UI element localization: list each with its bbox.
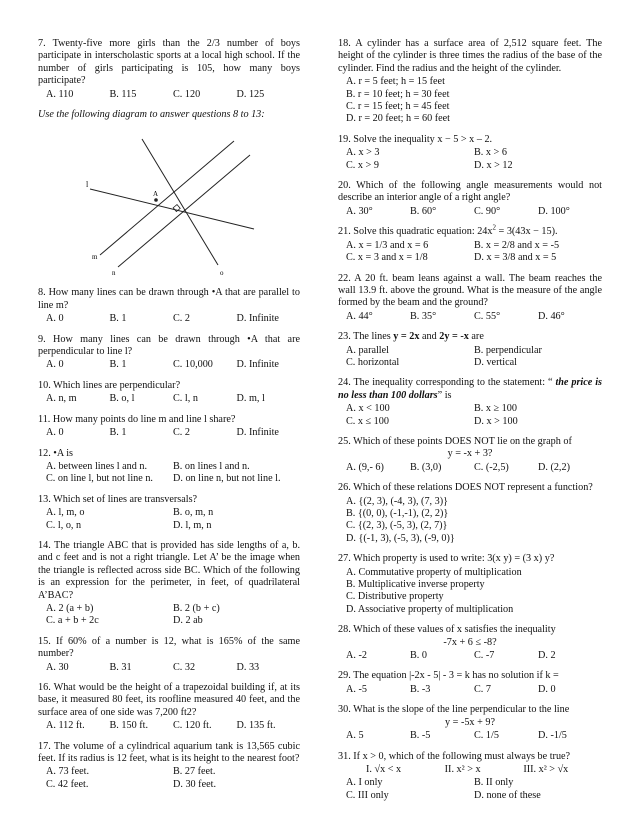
question-20 bbox=[338, 180, 602, 218]
option-b[interactable]: B. -5 bbox=[410, 730, 431, 742]
option-d[interactable]: D. 46° bbox=[538, 310, 565, 322]
option-c[interactable]: C. 55° bbox=[474, 310, 501, 322]
option-b[interactable]: B. x > 6 bbox=[474, 147, 507, 159]
option-d[interactable]: D. 100° bbox=[538, 205, 570, 217]
question-13 bbox=[38, 494, 300, 532]
option-d[interactable]: D. on line n, but not line l. bbox=[173, 473, 281, 485]
option-b[interactable]: B. {(0, 0), (-1,-1), (2, 2)} bbox=[346, 508, 449, 519]
question-17 bbox=[38, 741, 300, 792]
question-stem: 18. A cylinder has a surface area of 2,512 square feet. The height of the cylinder is three times the radius of the base of the cylinder. Find the radius and the height of the cylinder. bbox=[338, 38, 602, 74]
option-b[interactable]: B. o, m, n bbox=[173, 507, 214, 519]
option-d[interactable]: D. (2,2) bbox=[538, 461, 570, 473]
option-d[interactable]: D. vertical bbox=[474, 356, 517, 368]
question-stem: 13. Which set of lines are transversals? bbox=[38, 493, 198, 505]
question-stem: 28. Which of these values of x satisfies the inequality bbox=[338, 624, 556, 636]
stem-text: 21. Solve this quadratic equation: 24x bbox=[338, 226, 493, 238]
option-b[interactable]: B. 35° bbox=[410, 310, 437, 322]
question-stem: 31. If x > 0, which of the following must always be true? bbox=[338, 750, 571, 762]
question-equation: -7x + 6 ≤ -8? bbox=[443, 636, 497, 648]
option-c[interactable]: C. 32 bbox=[173, 661, 196, 673]
answer-options bbox=[338, 567, 602, 617]
equation-1: y = 2x bbox=[393, 331, 420, 343]
option-b[interactable]: B. (3,0) bbox=[410, 461, 442, 473]
option-c[interactable]: C. x = 3 and x = 1/8 bbox=[346, 252, 428, 264]
option-c[interactable]: C. l, o, n bbox=[46, 519, 82, 531]
option-c[interactable]: C. 90° bbox=[474, 205, 501, 217]
option-d[interactable]: D. 2 bbox=[538, 650, 556, 662]
option-a[interactable]: A. 0 bbox=[46, 359, 64, 371]
question-stem: 11. How many points do line m and line l share? bbox=[38, 413, 236, 425]
exponent: 2 bbox=[492, 223, 496, 232]
option-b[interactable]: B. 1 bbox=[109, 427, 127, 439]
question-26 bbox=[338, 482, 602, 545]
option-c[interactable]: C. Distributive property bbox=[346, 591, 444, 603]
question-10 bbox=[38, 380, 300, 406]
option-a[interactable]: A. x < 100 bbox=[346, 403, 390, 415]
question-11 bbox=[38, 414, 300, 440]
option-c[interactable]: C. 120 ft. bbox=[173, 720, 212, 732]
question-equation: y = -5x + 9? bbox=[445, 716, 495, 728]
option-a[interactable]: A. 30 bbox=[46, 661, 69, 673]
answer-options bbox=[338, 650, 602, 662]
stem-text: are bbox=[468, 331, 484, 343]
option-b[interactable]: B. 150 ft. bbox=[109, 720, 148, 732]
question-stem: 15. If 60% of a number is 12, what is 165% of the same number? bbox=[38, 635, 300, 660]
option-c[interactable]: C. {(2, 3), (-5, 3), (2, 7)} bbox=[346, 520, 448, 532]
option-b[interactable]: B. 115 bbox=[109, 88, 137, 100]
option-b[interactable]: B. o, l bbox=[109, 393, 135, 405]
stem-text: 24. The inequality corresponding to the statement: “ bbox=[338, 377, 556, 389]
option-d[interactable]: D. Infinite bbox=[236, 427, 279, 439]
stem-text: and bbox=[419, 331, 440, 343]
question-stem bbox=[338, 331, 602, 343]
option-c[interactable]: C. l, n bbox=[173, 393, 198, 405]
question-stem: 19. Solve the inequality x − 5 > x – 2. bbox=[338, 133, 493, 145]
question-stem: 7. Twenty-five more girls than the 2/3 number of boys participate in interscholastic sports at a local high school. If the number of girls participating is 105, how many boys participate? bbox=[38, 38, 300, 87]
question-14 bbox=[38, 540, 300, 628]
option-d[interactable]: D. x > 100 bbox=[474, 415, 518, 427]
option-a[interactable]: A. {(2, 3), (-4, 3), (7, 3)} bbox=[346, 495, 449, 507]
option-c[interactable]: C. III only bbox=[346, 789, 389, 801]
answer-options bbox=[338, 147, 602, 172]
question-stem bbox=[338, 377, 602, 402]
question-18 bbox=[338, 38, 602, 126]
question-29 bbox=[338, 670, 602, 696]
question-stem: 30. What is the slope of the line perpendicular to the line bbox=[338, 704, 570, 716]
option-a[interactable]: A. x = 1/3 and x = 6 bbox=[346, 239, 429, 251]
option-c[interactable]: C. 1/5 bbox=[474, 730, 499, 742]
option-a[interactable]: A. between lines l and n. bbox=[46, 460, 147, 472]
question-31 bbox=[338, 751, 602, 803]
question-30 bbox=[338, 704, 602, 742]
question-16 bbox=[38, 682, 300, 733]
question-21 bbox=[338, 223, 602, 264]
answer-options bbox=[38, 313, 300, 325]
answer-options bbox=[38, 766, 300, 791]
answer-options bbox=[38, 461, 300, 486]
option-c[interactable]: C. r = 15 feet; h = 45 feet bbox=[346, 101, 450, 113]
question-27 bbox=[338, 553, 602, 616]
question-stem: 10. Which lines are perpendicular? bbox=[38, 379, 181, 391]
answer-options bbox=[338, 496, 602, 546]
question-stem: 22. A 20 ft. beam leans against a wall. The beam reaches the wall 13.9 ft. above the ground. What is the measure of the angle formed by the beam and the ground? bbox=[338, 272, 602, 309]
option-a[interactable]: A. parallel bbox=[346, 344, 389, 356]
line-l bbox=[90, 189, 254, 229]
answer-options bbox=[38, 393, 300, 405]
label-n: n bbox=[112, 269, 116, 278]
option-c[interactable]: C. x ≤ 100 bbox=[346, 415, 389, 427]
option-b[interactable]: B. Multiplicative inverse property bbox=[346, 579, 485, 591]
question-25 bbox=[338, 436, 602, 474]
answer-options bbox=[338, 345, 602, 370]
option-a[interactable]: A. r = 5 feet; h = 15 feet bbox=[346, 76, 445, 88]
option-a[interactable]: A. 2 (a + b) bbox=[46, 602, 94, 614]
option-c[interactable]: C. a + b + 2c bbox=[46, 615, 99, 627]
question-28 bbox=[338, 624, 602, 662]
statement-2: II. x² > x bbox=[444, 763, 481, 775]
option-d[interactable]: D. -1/5 bbox=[538, 730, 567, 742]
stem-text: 23. The lines bbox=[338, 331, 394, 343]
answer-options bbox=[338, 240, 602, 265]
option-d[interactable]: D. r = 20 feet; h = 60 feet bbox=[346, 113, 450, 125]
line-n bbox=[118, 155, 250, 267]
option-b[interactable]: B. perpendicular bbox=[474, 344, 542, 356]
option-c[interactable]: C. 42 feet. bbox=[46, 778, 89, 790]
question-stem bbox=[338, 223, 602, 238]
answer-options bbox=[38, 720, 300, 732]
option-a[interactable]: A. 44° bbox=[346, 310, 373, 322]
answer-options bbox=[338, 311, 602, 323]
label-m: m bbox=[92, 253, 98, 262]
diagram-intro: Use the following diagram to answer questions 8 to 13: bbox=[38, 109, 265, 121]
label-l: l bbox=[86, 180, 89, 190]
answer-options bbox=[338, 206, 602, 218]
question-15 bbox=[38, 636, 300, 674]
answer-options bbox=[338, 684, 602, 696]
question-stem: 9. How many lines can be drawn through •A that are perpendicular to line l? bbox=[38, 333, 300, 358]
option-d[interactable]: D. Infinite bbox=[236, 313, 279, 325]
option-d[interactable]: D. Infinite bbox=[236, 359, 279, 371]
option-a[interactable]: A. l, m, o bbox=[46, 507, 85, 519]
question-stem: 29. The equation |-2x - 5| - 3 = k has no solution if k = bbox=[338, 670, 559, 682]
answer-options bbox=[38, 662, 300, 674]
question-22 bbox=[338, 273, 602, 324]
option-d[interactable]: D. none of these bbox=[474, 789, 541, 801]
option-c[interactable]: C. 2 bbox=[173, 427, 190, 439]
option-a[interactable]: A. 112 ft. bbox=[46, 720, 85, 732]
answer-options bbox=[38, 359, 300, 371]
option-d[interactable]: D. m, l bbox=[236, 393, 265, 405]
stem-text: ” is bbox=[437, 389, 452, 401]
question-8 bbox=[38, 287, 300, 325]
statements bbox=[338, 764, 602, 776]
option-c[interactable]: C. 7 bbox=[474, 683, 491, 695]
answer-options bbox=[338, 462, 602, 474]
question-stem: 12. •A is bbox=[38, 447, 73, 459]
option-a[interactable]: A. 5 bbox=[346, 730, 364, 742]
label-a: A bbox=[153, 190, 159, 199]
question-stem: 25. Which of these points DOES NOT lie on the graph of bbox=[338, 435, 572, 447]
question-7 bbox=[38, 38, 300, 101]
option-a[interactable]: A. 110 bbox=[46, 88, 74, 100]
option-a[interactable]: A. 30° bbox=[346, 205, 373, 217]
lines-diagram bbox=[82, 127, 262, 279]
option-d[interactable]: D. l, m, n bbox=[173, 519, 212, 531]
question-24 bbox=[338, 377, 602, 428]
option-c[interactable]: C. on line l, but not line n. bbox=[46, 473, 153, 485]
answer-options bbox=[38, 507, 300, 532]
option-c[interactable]: C. horizontal bbox=[346, 356, 400, 368]
line-o bbox=[142, 139, 218, 265]
option-b[interactable]: B. -3 bbox=[410, 683, 431, 695]
answer-options bbox=[38, 427, 300, 439]
option-d[interactable]: D. 33 bbox=[236, 661, 260, 673]
line-m bbox=[100, 141, 234, 255]
option-b[interactable]: B. 31 bbox=[109, 661, 132, 673]
left-column bbox=[38, 38, 300, 799]
option-d[interactable]: D. 0 bbox=[538, 683, 556, 695]
option-c[interactable]: C. -7 bbox=[474, 650, 495, 662]
option-a[interactable]: A. -5 bbox=[346, 683, 367, 695]
option-b[interactable]: B. 0 bbox=[410, 650, 427, 662]
option-a[interactable]: A. x > 3 bbox=[346, 147, 380, 159]
option-d[interactable]: D. x = 3/8 and x = 5 bbox=[474, 252, 557, 264]
option-d[interactable]: D. 135 ft. bbox=[236, 720, 276, 732]
option-b[interactable]: B. on lines l and n. bbox=[173, 460, 250, 472]
option-b[interactable]: B. x = 2/8 and x = -5 bbox=[474, 239, 560, 251]
answer-options bbox=[38, 89, 300, 101]
point-a bbox=[154, 199, 158, 203]
question-19 bbox=[338, 134, 602, 172]
statement-3: III. x² > √x bbox=[523, 763, 569, 775]
option-a[interactable]: A. I only bbox=[346, 777, 383, 789]
question-stem: 20. Which of the following angle measurements would not describe an interior angle of a right angle? bbox=[338, 180, 602, 204]
option-b[interactable]: B. II only bbox=[474, 777, 514, 789]
question-23 bbox=[338, 331, 602, 369]
option-d[interactable]: D. {(-1, 3), (-5, 3), (-9, 0)} bbox=[346, 532, 455, 544]
right-column bbox=[338, 38, 602, 810]
option-d[interactable]: D. x > 12 bbox=[474, 159, 513, 171]
answer-options bbox=[338, 403, 602, 428]
question-stem: 8. How many lines can be drawn through •A that are parallel to line m? bbox=[38, 287, 300, 311]
option-a[interactable]: A. -2 bbox=[346, 650, 367, 662]
option-b[interactable]: B. 60° bbox=[410, 205, 437, 217]
question-stem: 16. What would be the height of a trapezoidal building if, at its base, it measured 80 feet, its roofline measured 40 feet, and the surface area of one side was 7,200 ft2? bbox=[38, 682, 300, 718]
option-c[interactable]: C. (-2,5) bbox=[474, 461, 509, 473]
option-b[interactable]: B. 1 bbox=[109, 359, 127, 371]
question-stem: 27. Which property is used to write: 3(x y) = (3 x) y? bbox=[338, 553, 555, 565]
question-equation: y = -x + 3? bbox=[447, 448, 493, 460]
answer-options bbox=[38, 603, 300, 628]
option-a[interactable]: A. (9,- 6) bbox=[346, 461, 384, 473]
option-b[interactable]: B. 1 bbox=[109, 313, 127, 325]
option-d[interactable]: D. 2 ab bbox=[173, 615, 203, 627]
option-c[interactable]: C. 2 bbox=[173, 313, 190, 325]
option-d[interactable]: D. 30 feet. bbox=[173, 778, 216, 790]
option-c[interactable]: C. 10,000 bbox=[173, 359, 213, 371]
option-a[interactable]: A. 0 bbox=[46, 427, 64, 439]
option-d[interactable]: D. 125 bbox=[236, 88, 265, 100]
option-c[interactable]: C. 120 bbox=[173, 88, 201, 100]
option-b[interactable]: B. 2 (b + c) bbox=[173, 602, 220, 614]
question-12 bbox=[38, 448, 300, 486]
label-o: o bbox=[220, 269, 224, 278]
statement-1: I. √x < x bbox=[366, 763, 402, 775]
option-a[interactable]: A. 73 feet. bbox=[46, 766, 89, 778]
equation-2: 2y = -x bbox=[439, 331, 469, 343]
option-a[interactable]: A. n, m bbox=[46, 393, 77, 405]
option-d[interactable]: D. Associative property of multiplication bbox=[346, 603, 514, 615]
answer-options bbox=[338, 76, 602, 126]
option-b[interactable]: B. r = 10 feet; h = 30 feet bbox=[346, 88, 450, 100]
stem-text: = 3(43x − 15). bbox=[495, 226, 558, 238]
question-9 bbox=[38, 334, 300, 372]
question-stem: 17. The volume of a cylindrical aquarium tank is 13,565 cubic feet. If its radius is 12 feet, what is its height to the nearest foot? bbox=[38, 740, 300, 765]
question-stem: 14. The triangle ABC that is provided has side lengths of a, b. and c feet and is not a right triangle. Let A’ be the image when the triangle is reflected across side BC. Which of the following is an expression for the perimeter, in feet, of quadrilateral A’BAC? bbox=[38, 539, 300, 601]
answer-options bbox=[338, 730, 602, 742]
option-b[interactable]: B. x ≥ 100 bbox=[474, 403, 517, 415]
question-stem: 26. Which of these relations DOES NOT represent a function? bbox=[338, 482, 593, 494]
option-b[interactable]: B. 27 feet. bbox=[173, 766, 216, 778]
option-c[interactable]: C. x > 9 bbox=[346, 159, 379, 171]
statement-phrase: the price is no less than 100 dollars bbox=[338, 377, 602, 401]
answer-options bbox=[338, 777, 602, 802]
option-a[interactable]: A. 0 bbox=[46, 313, 64, 325]
option-a[interactable]: A. Commutative property of multiplication bbox=[346, 566, 522, 578]
